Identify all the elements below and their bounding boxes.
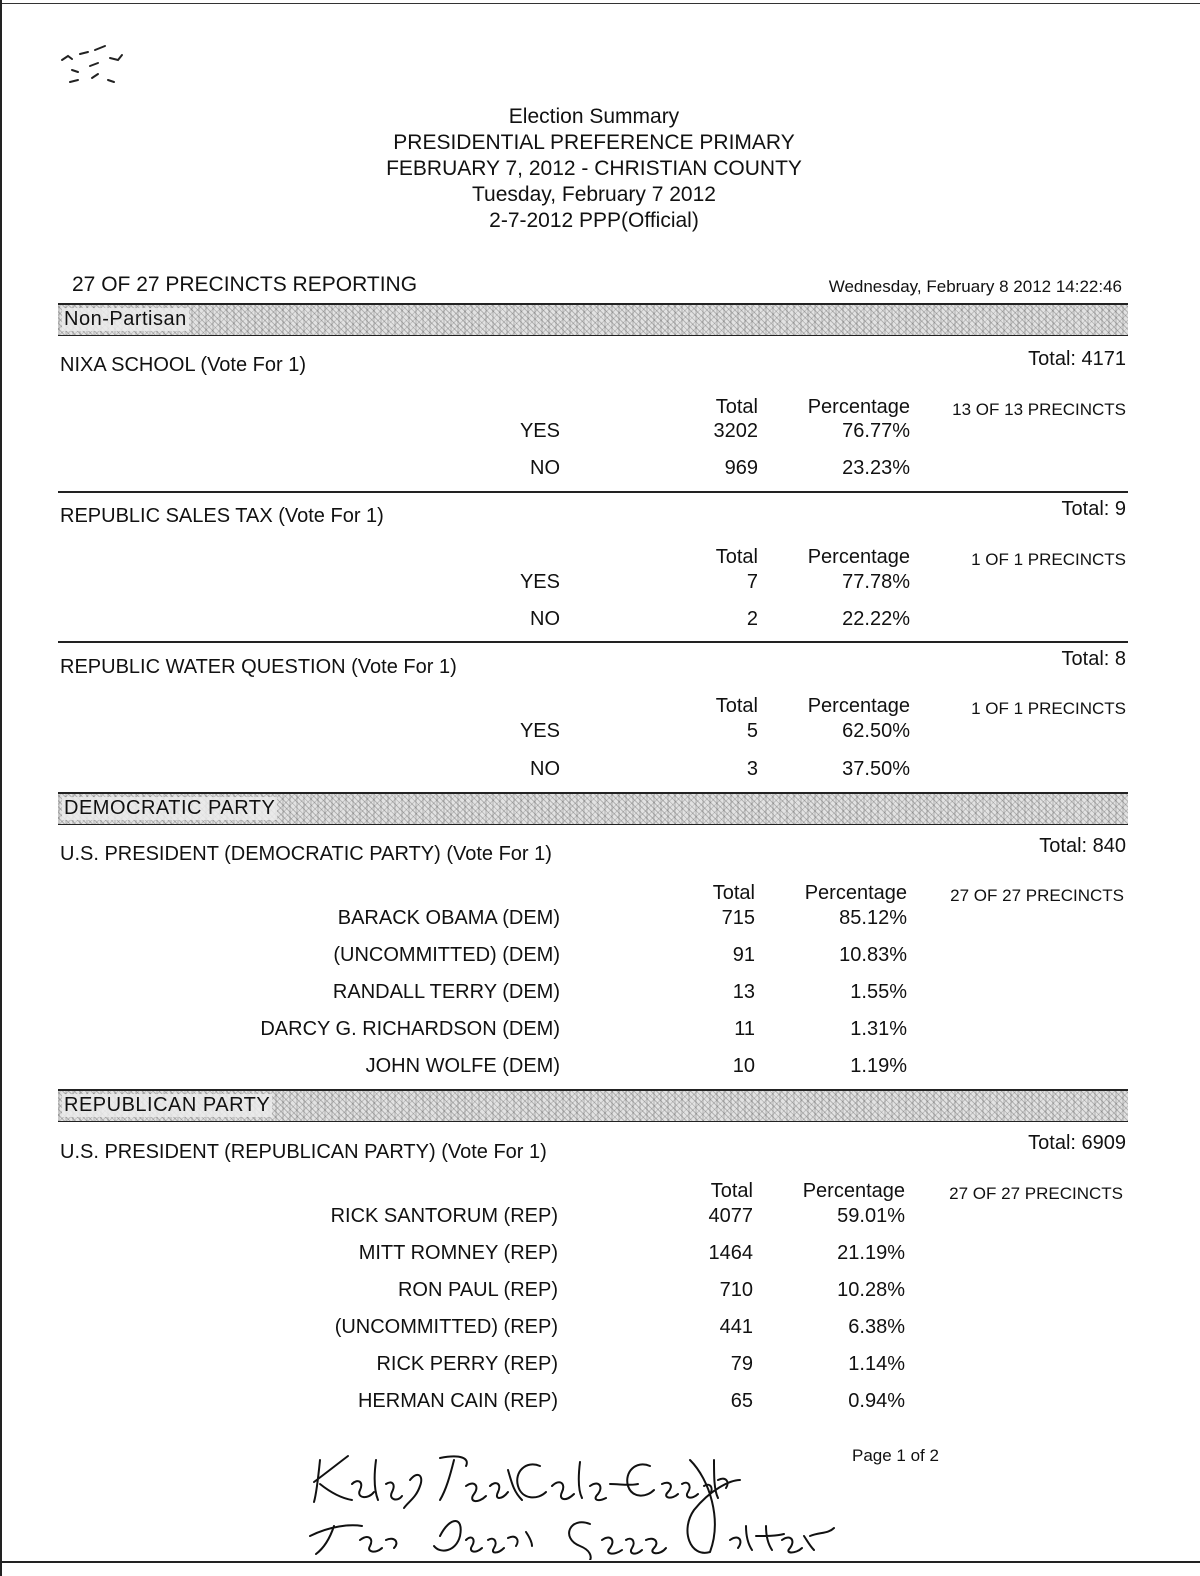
- choice-votes: 3202: [713, 420, 758, 442]
- candidate-name: RANDALL TERRY (DEM): [332, 981, 560, 1003]
- candidate-votes: 91: [732, 944, 755, 966]
- section-label: Non-Partisan: [64, 308, 187, 330]
- contest-total: Total: 8: [1061, 648, 1126, 670]
- precincts-reporting: 27 OF 27 PRECINCTS REPORTING: [72, 273, 418, 296]
- choice-percentage: 22.22%: [842, 608, 910, 630]
- contest-precincts: 27 OF 27 PRECINCTS: [949, 1184, 1123, 1203]
- candidate-percentage: 1.19%: [850, 1055, 907, 1077]
- scan-speckle-marks: [50, 40, 170, 110]
- election-name: PRESIDENTIAL PREFERENCE PRIMARY: [393, 131, 795, 154]
- column-header-total: Total: [715, 695, 758, 717]
- choice-name: YES: [519, 720, 560, 742]
- contest-total: Total: 840: [1039, 835, 1126, 857]
- choice-name: NO: [530, 758, 560, 780]
- contest-precincts: 1 OF 1 PRECINCTS: [971, 550, 1126, 569]
- choice-name: NO: [530, 457, 560, 479]
- column-header-percentage: Percentage: [807, 695, 910, 717]
- section-label: DEMOCRATIC PARTY: [64, 797, 276, 819]
- candidate-votes: 10: [732, 1055, 755, 1077]
- candidate-votes: 441: [719, 1316, 753, 1338]
- choice-percentage: 77.78%: [842, 571, 910, 593]
- contest-divider: [58, 491, 1128, 493]
- election-day: Tuesday, February 7 2012: [472, 183, 716, 206]
- contest-total: Total: 9: [1061, 498, 1126, 520]
- candidate-name: RON PAUL (REP): [397, 1279, 558, 1301]
- candidate-votes: 710: [719, 1279, 753, 1301]
- candidate-votes: 715: [721, 907, 755, 929]
- candidate-name: RICK PERRY (REP): [376, 1353, 558, 1375]
- choice-votes: 3: [746, 758, 758, 780]
- handwritten-signatures: [290, 1440, 850, 1560]
- column-header-percentage: Percentage: [802, 1180, 905, 1202]
- candidate-name: MITT ROMNEY (REP): [358, 1242, 558, 1264]
- section-band-republican-party: [58, 1089, 1128, 1122]
- choice-votes: 2: [746, 608, 758, 630]
- column-header-total: Total: [712, 882, 755, 904]
- section-label: REPUBLICAN PARTY: [64, 1094, 271, 1116]
- candidate-name: (UNCOMMITTED) (DEM): [333, 944, 560, 966]
- candidate-percentage: 0.94%: [848, 1390, 905, 1412]
- section-band-democratic-party: [58, 792, 1128, 825]
- candidate-percentage: 1.14%: [848, 1353, 905, 1375]
- election-date-county: FEBRUARY 7, 2012 - CHRISTIAN COUNTY: [386, 157, 802, 180]
- section-band-non-partisan: [58, 303, 1128, 336]
- page-bottom-edge: [0, 1561, 1200, 1563]
- contest-title: REPUBLIC WATER QUESTION (Vote For 1): [60, 656, 457, 678]
- contest-title: NIXA SCHOOL (Vote For 1): [60, 354, 307, 376]
- candidate-percentage: 10.28%: [837, 1279, 905, 1301]
- column-header-percentage: Percentage: [804, 882, 907, 904]
- choice-percentage: 37.50%: [842, 758, 910, 780]
- page-top-edge: [0, 3, 1200, 4]
- contest-title: U.S. PRESIDENT (REPUBLICAN PARTY) (Vote For 1): [60, 1141, 547, 1163]
- choice-name: YES: [519, 571, 560, 593]
- candidate-name: BARACK OBAMA (DEM): [337, 907, 560, 929]
- candidate-percentage: 1.55%: [850, 981, 907, 1003]
- contest-total: Total: 6909: [1028, 1132, 1126, 1154]
- contest-precincts: 27 OF 27 PRECINCTS: [950, 886, 1124, 905]
- candidate-name: RICK SANTORUM (REP): [330, 1205, 558, 1227]
- report-title: Election Summary: [508, 105, 680, 128]
- election-code: 2-7-2012 PPP(Official): [489, 209, 699, 232]
- candidate-percentage: 10.83%: [839, 944, 907, 966]
- choice-percentage: 62.50%: [842, 720, 910, 742]
- candidate-votes: 13: [732, 981, 755, 1003]
- contest-total: Total: 4171: [1028, 348, 1126, 370]
- choice-votes: 5: [746, 720, 758, 742]
- candidate-votes: 1464: [708, 1242, 753, 1264]
- contest-divider: [58, 641, 1128, 643]
- candidate-percentage: 85.12%: [839, 907, 907, 929]
- column-header-total: Total: [710, 1180, 753, 1202]
- contest-title: U.S. PRESIDENT (DEMOCRATIC PARTY) (Vote For 1): [60, 843, 552, 865]
- choice-percentage: 76.77%: [842, 420, 910, 442]
- choice-name: NO: [530, 608, 560, 630]
- choice-votes: 7: [746, 571, 758, 593]
- page-number: Page 1 of 2: [852, 1446, 939, 1465]
- candidate-name: HERMAN CAIN (REP): [357, 1390, 558, 1412]
- candidate-votes: 11: [734, 1018, 755, 1040]
- contest-title: REPUBLIC SALES TAX (Vote For 1): [60, 505, 384, 527]
- report-header: [0, 104, 1188, 234]
- contest-precincts: 13 OF 13 PRECINCTS: [952, 400, 1126, 419]
- column-header-percentage: Percentage: [807, 396, 910, 418]
- choice-percentage: 23.23%: [842, 457, 910, 479]
- candidate-name: (UNCOMMITTED) (REP): [334, 1316, 558, 1338]
- column-header-total: Total: [715, 546, 758, 568]
- contest-precincts: 1 OF 1 PRECINCTS: [971, 699, 1126, 718]
- choice-name: YES: [519, 420, 560, 442]
- candidate-percentage: 1.31%: [850, 1018, 907, 1040]
- candidate-votes: 79: [730, 1353, 753, 1375]
- candidate-percentage: 6.38%: [848, 1316, 905, 1338]
- page-left-edge: [0, 0, 2, 1576]
- candidate-name: JOHN WOLFE (DEM): [365, 1055, 560, 1077]
- printed-timestamp: Wednesday, February 8 2012 14:22:46: [828, 277, 1122, 296]
- column-header-total: Total: [715, 396, 758, 418]
- candidate-percentage: 59.01%: [837, 1205, 905, 1227]
- candidate-votes: 65: [730, 1390, 753, 1412]
- candidate-votes: 4077: [708, 1205, 753, 1227]
- candidate-percentage: 21.19%: [837, 1242, 905, 1264]
- column-header-percentage: Percentage: [807, 546, 910, 568]
- candidate-name: DARCY G. RICHARDSON (DEM): [260, 1018, 560, 1040]
- choice-votes: 969: [724, 457, 758, 479]
